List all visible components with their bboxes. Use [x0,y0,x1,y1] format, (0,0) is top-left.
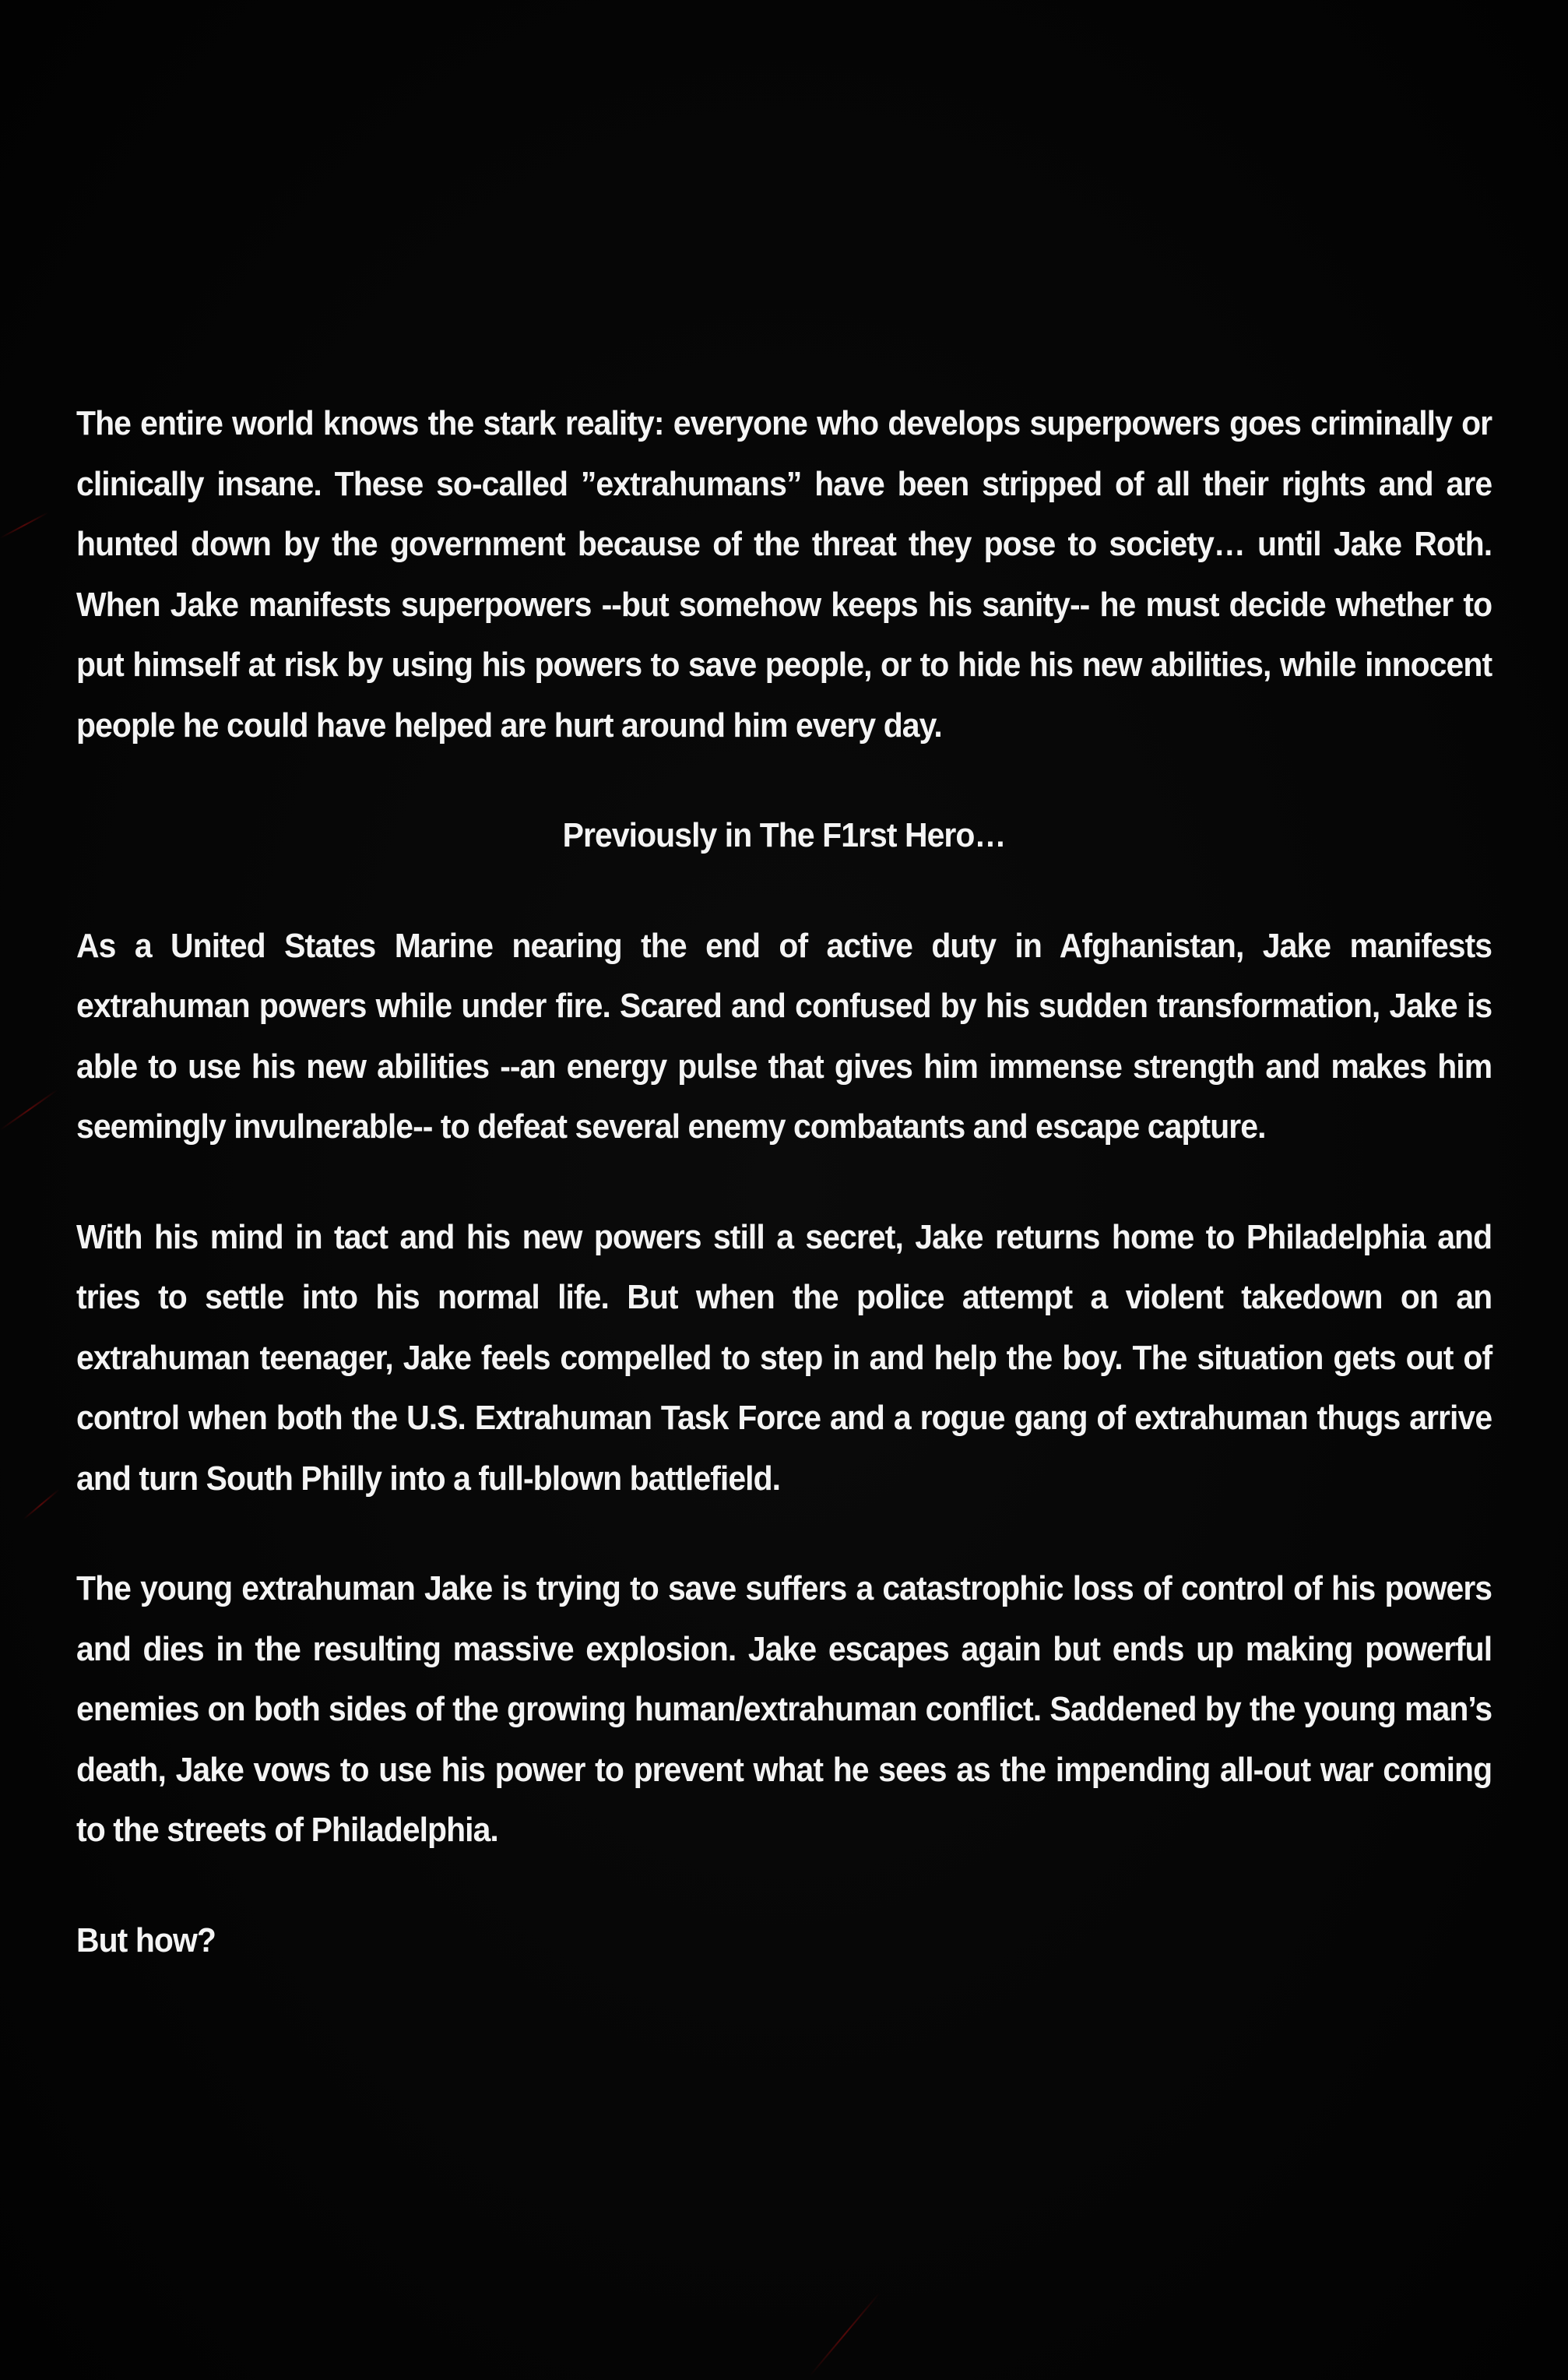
intro-paragraph: The entire world knows the stark reality: everyone who develops superpowers goes criminally or clinically insane. These so-called ”extrahumans” have been stripped of all their rights and are hunted down by the government because of the threat they pose to society… until Jake Roth. When Jake manifests superpowers --but somehow keeps his sanity-- he must decide whether to put himself at risk by using his powers to save people, or to hide his new abilities, while innocent people he could have helped are hurt around him every day. [76,404,1492,745]
red-streak-decoration [23,1489,59,1520]
red-streak-decoration [0,512,48,539]
red-streak-decoration [0,1090,58,1131]
recap-paragraph-3: The young extrahuman Jake is trying to save suffers a catastrophic loss of control of his powers and dies in the resulting massive explosion. Jake escapes again but ends up making powerful enemies on both sides of the growing human/extrahuman conflict. Saddened by the young man’s death, Jake vows to use his power to prevent what he sees as the impending all-out war coming to the streets of Philadelphia. [76,1569,1492,1849]
recap-paragraph-2: With his mind in tact and his new powers still a secret, Jake returns home to Philadelphia and tries to settle into his normal life. But when the police attempt a violent takedown on an extrahuman teenager, Jake feels compelled to step in and help the boy. The situation gets out of control when both the U.S. Extrahuman Task Force and a rogue gang of extrahuman thugs arrive and turn South Philly into a full-blown battlefield. [76,1217,1492,1498]
recap-paragraph-1: As a United States Marine nearing the end of active duty in Afghanistan, Jake manifests extrahuman powers while under fire. Scared and confused by his sudden transformation, Jake is able to use his new abilities --an energy pulse that gives him immense strength and makes him seemingly invulnerable-- to defeat several enemy combatants and escape capture. [76,926,1492,1146]
previously-heading: Previously in The F1rst Hero… [562,816,1006,854]
red-streak-decoration [809,2292,881,2377]
recap-text-block [76,393,1492,1970]
closing-question: But how? [76,1921,216,1959]
